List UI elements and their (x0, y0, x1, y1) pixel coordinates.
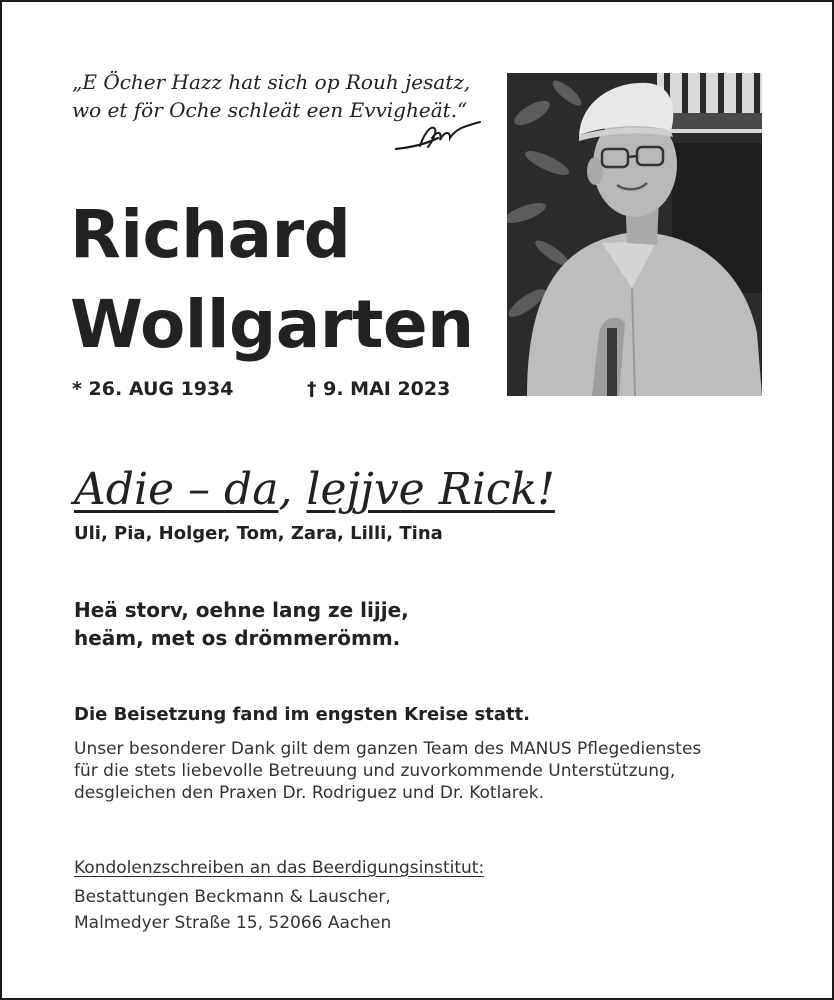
last-name: Wollgarten (70, 286, 474, 363)
poem-line-1: Heä storv, oehne lang ze lijje, (74, 598, 409, 622)
thanks-line-3: desgleichen den Praxen Dr. Rodriguez und Dr. Kotlarek. (74, 783, 545, 803)
dialect-poem (74, 596, 409, 652)
thanks-paragraph (74, 738, 794, 804)
address-line-1: Bestattungen Beckmann & Lauscher, (74, 887, 391, 907)
portrait-illustration (507, 73, 762, 396)
funeral-home-address (74, 884, 391, 936)
family-names: Uli, Pia, Holger, Tom, Zara, Lilli, Tina (74, 523, 443, 544)
address-line-2: Malmedyer Straße 15, 52066 Aachen (74, 913, 392, 933)
birth-date: * 26. AUG 1934 (72, 378, 234, 400)
death-date: † 9. MAI 2023 (307, 378, 451, 400)
farewell-heading (74, 462, 555, 518)
thanks-line-1: Unser besonderer Dank gilt dem ganzen Team des MANUS Pflegedienstes (74, 739, 702, 759)
thanks-line-2: für die stets liebevolle Betreuung und zuvorkommende Unterstützung, (74, 761, 676, 781)
first-name: Richard (70, 196, 351, 273)
poem-line-2: heäm, met os drömmerömm. (74, 626, 401, 650)
farewell-part-2: lejjve Rick! (306, 464, 555, 515)
quote-line-2: wo et för Oche schleät een Evvigheät.“ (72, 98, 468, 122)
farewell-part-1: Adie – da (74, 464, 279, 515)
portrait-photo (507, 73, 762, 396)
burial-note: Die Beisetzung fand im engsten Kreise statt. (74, 704, 531, 725)
condolence-heading: Kondolenzschreiben an das Beerdigungsinstitut: (74, 858, 485, 878)
handwritten-signature (394, 116, 486, 158)
quote-line-1: „E Öcher Hazz hat sich op Rouh jesatz, (72, 70, 471, 94)
deceased-name (70, 190, 510, 370)
farewell-comma: , (278, 464, 307, 515)
